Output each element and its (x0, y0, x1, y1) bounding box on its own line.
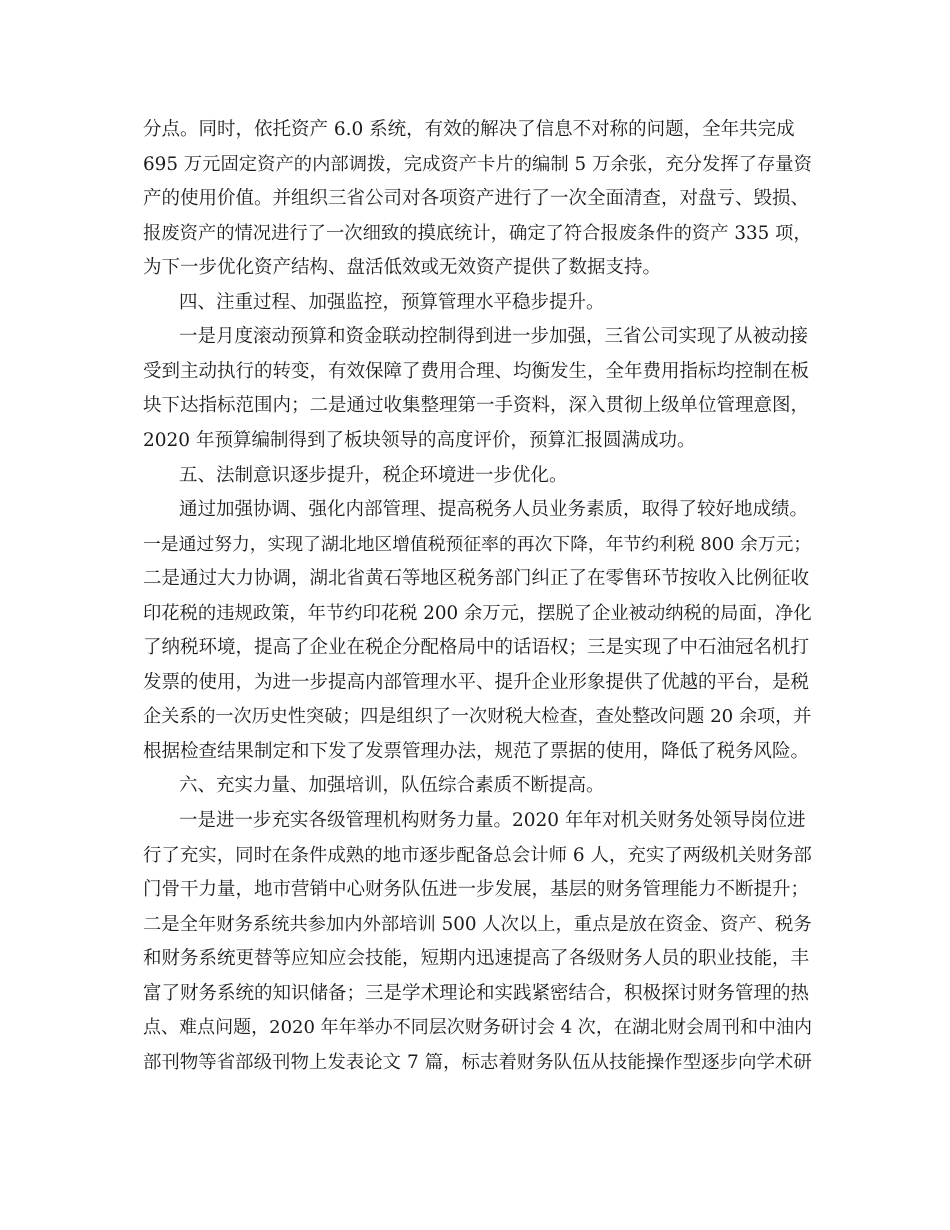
text-line: 四、注重过程、加强监控，预算管理水平稳步提升。 (179, 292, 605, 313)
text-line: 印花税的违规政策，年节约印花税 200 余万元，摆脱了企业被动纳税的局面，净化 (143, 603, 812, 624)
text-line: 为下一步优化资产结构、盘活低效或无效资产提供了数据支持。 (143, 257, 662, 278)
text-line: 企关系的一次历史性突破；四是组织了一次财税大检查，查处整改问题 20 余项，并 (143, 706, 812, 727)
text-line: 二是通过大力协调，湖北省黄石等地区税务部门纠正了在零售环节按收入比例征收 (143, 568, 810, 589)
text-line: 了纳税环境，提高了企业在税企分配格局中的话语权；三是实现了中石油冠名机打 (143, 637, 810, 658)
text-line: 点、难点问题，2020 年年举办不同层次财务研讨会 4 次，在湖北财会周刊和中油内 (143, 1017, 813, 1038)
text-line: 发票的使用，为进一步提高内部管理水平、提升企业形象提供了优越的平台，是税 (143, 672, 810, 693)
text-line: 六、充实力量、加强培训，队伍综合素质不断提高。 (179, 775, 605, 796)
text-line: 行了充实，同时在条件成熟的地市逐步配备总会计师 6 人，充实了两级机关财务部 (143, 845, 812, 866)
text-line: 通过加强协调、强化内部管理、提高税务人员业务素质，取得了较好地成绩。 (179, 499, 809, 520)
text-line: 受到主动执行的转变，有效保障了费用合理、均衡发生，全年费用指标均控制在板 (143, 361, 810, 382)
text-line: 一是进一步充实各级管理机构财务力量。2020 年年对机关财务处领导岗位进 (179, 810, 806, 831)
text-line: 一是通过努力，实现了湖北地区增值税预征率的再次下降，年节约利税 800 余万元； (143, 534, 812, 555)
text-line: 分点。同时，依托资产 6.0 系统，有效的解决了信息不对称的问题，全年共完成 (143, 119, 795, 140)
text-line: 报废资产的情况进行了一次细致的摸底统计，确定了符合报废条件的资产 335 项， (143, 223, 812, 244)
text-line: 二是全年财务系统共参加内外部培训 500 人次以上，重点是放在资金、资产、税务 (143, 914, 812, 935)
text-line: 根据检查结果制定和下发了发票管理办法，规范了票据的使用，降低了税务风险。 (143, 741, 810, 762)
text-line: 块下达指标范围内；二是通过收集整理第一手资料，深入贯彻上级单位管理意图， (143, 395, 810, 416)
text-line: 和财务系统更替等应知应会技能，短期内迅速提高了各级财务人员的职业技能，丰 (143, 948, 810, 969)
text-line: 产的使用价值。并组织三省公司对各项资产进行了一次全面清查，对盘亏、毁损、 (143, 188, 810, 209)
text-line: 五、法制意识逐步提升，税企环境进一步优化。 (179, 465, 568, 486)
text-line: 部刊物等省部级刊物上发表论文 7 篇，标志着财务队伍从技能操作型逐步向学术研 (143, 1052, 812, 1073)
text-line: 2020 年预算编制得到了板块领导的高度评价，预算汇报圆满成功。 (143, 430, 696, 451)
text-line: 695 万元固定资产的内部调拨，完成资产卡片的编制 5 万余张，充分发挥了存量资 (143, 154, 812, 175)
text-line: 门骨干力量，地市营销中心财务队伍进一步发展，基层的财务管理能力不断提升； (143, 879, 810, 900)
text-line: 富了财务系统的知识储备；三是学术理论和实践紧密结合，积极探讨财务管理的热 (143, 983, 810, 1004)
text-line: 一是月度滚动预算和资金联动控制得到进一步加强，三省公司实现了从被动接 (179, 326, 809, 347)
